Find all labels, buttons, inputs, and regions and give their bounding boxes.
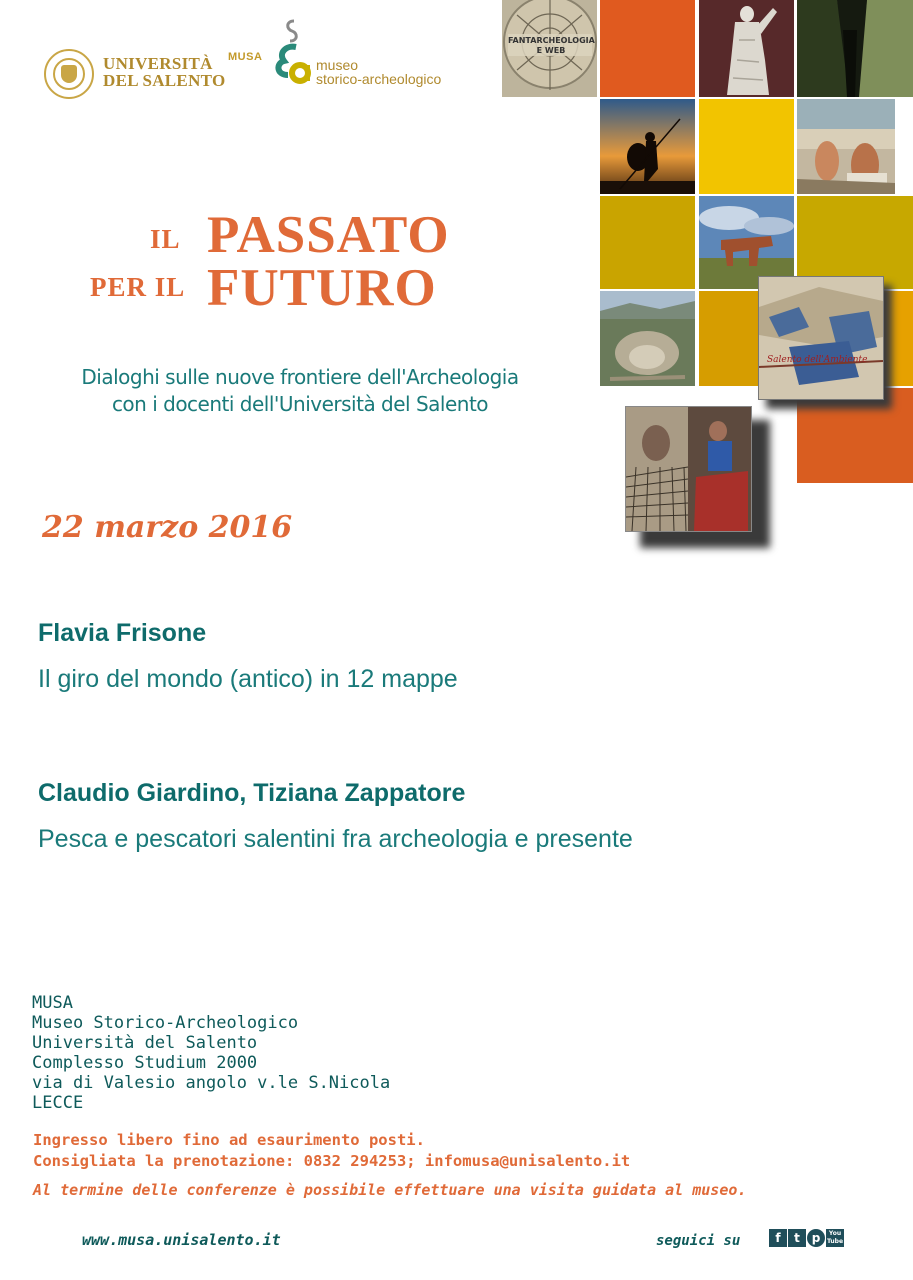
address-line: MUSA <box>32 993 73 1013</box>
musa-logo-icon <box>272 17 312 89</box>
follow-us-label: seguici su <box>656 1233 741 1249</box>
photo-map-book <box>758 276 884 400</box>
musa-name-line2: storico-archeologico <box>316 71 442 87</box>
musa-name-line1: museo <box>316 57 359 73</box>
photo-warrior-sunset <box>600 99 695 194</box>
musa-name <box>316 58 441 86</box>
photo-tunnel <box>797 0 913 97</box>
venue-address <box>32 993 390 1113</box>
website-link[interactable]: www.musa.unisalento.it <box>82 1231 281 1249</box>
info-free-entry: Ingresso libero fino ad esaurimento posti. <box>33 1131 425 1149</box>
map-book-caption: Salento dell'Ambiente <box>767 355 868 365</box>
photo-fishermen <box>625 406 752 532</box>
address-line: Complesso Studium 2000 <box>32 1053 258 1073</box>
subtitle <box>40 364 560 418</box>
info-booking: Consigliata la prenotazione: 0832 294253; infomusa@unisalento.it <box>33 1152 631 1170</box>
title-per-il: PER IL <box>90 272 186 302</box>
address-line: via di Valesio angolo v.le S.Nicola <box>32 1073 391 1093</box>
facebook-icon[interactable]: f <box>769 1229 787 1247</box>
subtitle-line2: con i docenti dell'Università del Salento <box>111 392 489 416</box>
university-seal-logo <box>44 49 94 99</box>
talk-2-speaker: Claudio Giardino, Tiziana Zappatore <box>38 779 466 807</box>
talk-2-title: Pesca e pescatori salentini fra archeologia e presente <box>38 825 633 853</box>
twitter-icon[interactable]: t <box>788 1229 806 1247</box>
photo-aerial-theatre <box>600 291 695 386</box>
info-guided-visit: Al termine delle conferenze è possibile effettuare una visita guidata al museo. <box>33 1181 747 1199</box>
fantarcheologia-caption: FANTARCHEOLOGIA E WEB <box>508 36 595 55</box>
talk-1-speaker: Flavia Frisone <box>38 619 207 647</box>
title-passato: PASSATO <box>207 206 450 264</box>
youtube-icon[interactable]: You Tube <box>826 1230 844 1245</box>
pinterest-icon[interactable]: p <box>807 1229 825 1247</box>
photo-painting-bathers <box>797 99 895 194</box>
tile-yellow-1 <box>699 99 794 194</box>
title-il: IL <box>150 224 181 254</box>
address-line: Museo Storico-Archeologico <box>32 1013 299 1033</box>
talk-1-title: Il giro del mondo (antico) in 12 mappe <box>38 665 458 693</box>
event-date: 22 marzo 2016 <box>42 510 293 545</box>
photo-fantarcheologia <box>502 0 597 97</box>
title-futuro: FUTURO <box>207 259 437 317</box>
university-name-line1: UNIVERSITÀ <box>103 54 213 73</box>
tile-blank <box>502 99 597 194</box>
university-name-line2: DEL SALENTO <box>103 71 226 90</box>
university-name <box>103 55 226 89</box>
tile-orange-1 <box>600 0 695 97</box>
photo-statue <box>699 0 794 97</box>
address-line: LECCE <box>32 1093 84 1113</box>
musa-small-label: MUSA <box>228 51 263 63</box>
address-line: Università del Salento <box>32 1033 258 1053</box>
tile-mustard <box>600 196 695 289</box>
subtitle-line1: Dialoghi sulle nuove frontiere dell'Archeologia <box>81 365 519 389</box>
